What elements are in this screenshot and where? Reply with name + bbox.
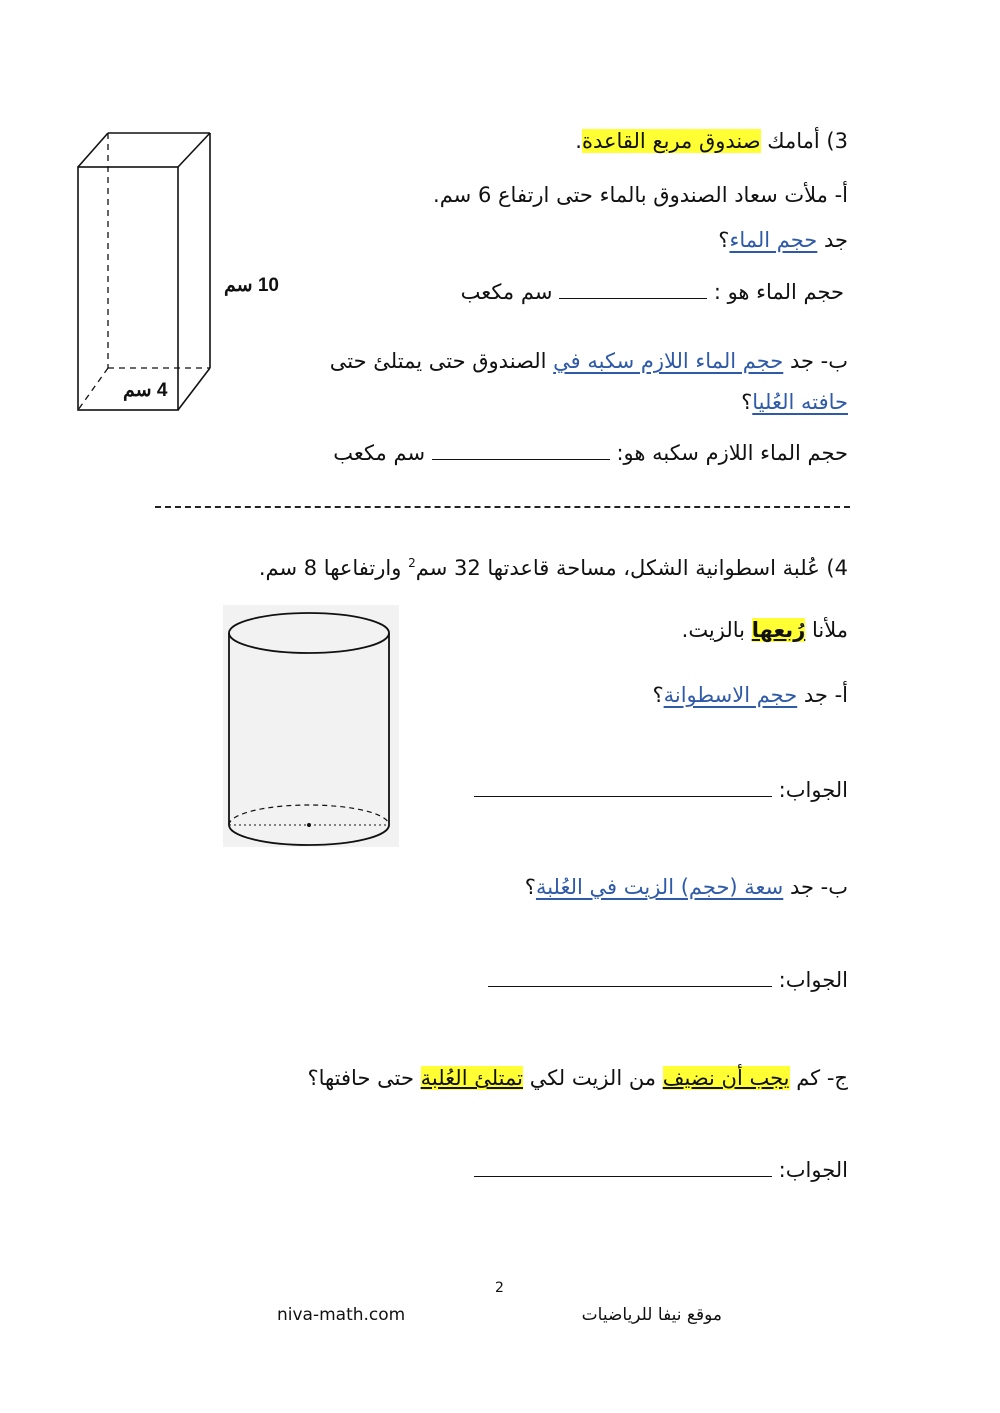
q4-c-answer-blank[interactable] — [474, 1156, 772, 1177]
section-divider — [155, 506, 850, 508]
box-base-label: 4 سم — [123, 380, 168, 401]
box-figure — [70, 125, 220, 420]
q3-a-answer: حجم الماء هو : سم مكعب — [460, 280, 844, 304]
q4-a-answer: الجواب: — [474, 775, 848, 805]
q4-b-answer-blank[interactable] — [488, 966, 772, 987]
q4-fill-text: ملأنا رُبعها بالزيت. — [681, 618, 848, 642]
footer-site-name: موقع نيفا للرياضيات — [581, 1305, 722, 1325]
q3-b-answer-blank[interactable] — [432, 439, 610, 460]
q4-a-text: أ- جد حجم الاسطوانة؟ — [652, 683, 848, 707]
page-number: 2 — [495, 1280, 504, 1296]
q3-a-find: جد حجم الماء؟ — [718, 228, 848, 252]
q3-a-answer-blank[interactable] — [559, 278, 707, 299]
q3-b-text-cont: حافته العُليا؟ — [741, 390, 848, 414]
q4-b-text: ب- جد سعة (حجم) الزيت في العُلبة؟ — [524, 875, 848, 899]
q4-c-text: ج- كم يجب أن نضيف من الزيت لكي تمتلئ العُلبة حتى حافتها؟ — [307, 1066, 848, 1090]
q3-title: 3) أمامك صندوق مربع القاعدة. — [575, 129, 848, 153]
q4-c-answer: الجواب: — [474, 1155, 848, 1185]
q3-b-text: ب- جد حجم الماء اللازم سكبه في الصندوق حتى يمتلئ حتى — [329, 349, 848, 373]
q3-title-highlight: صندوق مربع القاعدة — [581, 129, 761, 153]
q3-a-text: أ- ملأت سعاد الصندوق بالماء حتى ارتفاع 6 سم. — [433, 183, 848, 207]
q4-b-answer: الجواب: — [488, 965, 848, 995]
q4-a-answer-blank[interactable] — [474, 776, 772, 797]
q3-b-answer: حجم الماء اللازم سكبه هو: سم مكعب — [333, 441, 848, 465]
box-height-label: 10 سم — [224, 275, 279, 296]
q4-title: 4) عُلبة اسطوانية الشكل، مساحة قاعدتها 32 سم$^2$ وارتفاعها 8 سم. — [258, 556, 848, 580]
footer-site-url: niva-math.com — [277, 1305, 406, 1325]
cylinder-figure — [223, 605, 399, 847]
